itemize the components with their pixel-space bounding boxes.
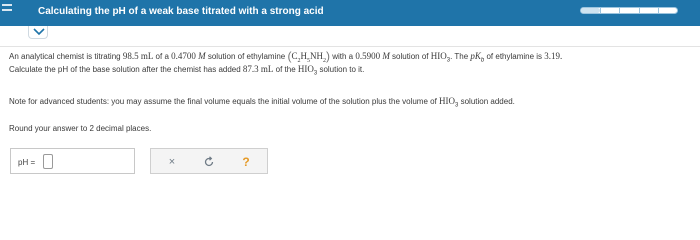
rounding-instruction: Round your answer to 2 decimal places. bbox=[9, 124, 152, 133]
progress-segment bbox=[600, 8, 601, 13]
ph-label: pH = bbox=[18, 158, 36, 167]
undo-button[interactable] bbox=[198, 152, 220, 172]
ph-answer-input[interactable] bbox=[43, 154, 53, 169]
clear-button[interactable]: × bbox=[168, 156, 176, 168]
advanced-note: Note for advanced students: you may assume the final volume equals the initial volume of the solution plus the volume of $HIO_3$ solution added. bbox=[9, 96, 515, 109]
answer-area bbox=[10, 148, 135, 174]
progress-segment bbox=[619, 8, 620, 13]
ethylamine-formula: $C_2H_5NH_2$ bbox=[291, 51, 326, 64]
page-title: Calculating the pH of a weak base titrated with a strong acid bbox=[38, 6, 324, 17]
problem-statement-line: An analytical chemist is titrating 98.5 mL of a 0.4700 M solution of ethylamine $(C_2H_5NH_2)$ with a 0.5900 M solution of $HIO_3$. The $pK_b$ of ethylamine is 3.19. bbox=[9, 49, 563, 64]
undo-icon bbox=[203, 156, 215, 168]
problem-question-line: Calculate the pH of the base solution after the chemist has added 87.3 mL of the $HIO_3$ solution to it. bbox=[9, 64, 365, 77]
progress-segment bbox=[658, 8, 659, 13]
header-bar bbox=[0, 0, 700, 26]
answer-toolbar bbox=[150, 148, 268, 174]
collapse-button[interactable] bbox=[28, 26, 48, 39]
chevron-down-icon bbox=[33, 28, 45, 36]
menu-icon[interactable] bbox=[2, 4, 12, 14]
progress-segment bbox=[639, 8, 640, 13]
progress-fill bbox=[581, 8, 600, 13]
progress-bar bbox=[580, 7, 678, 14]
divider bbox=[0, 46, 700, 47]
help-button[interactable]: ? bbox=[242, 155, 250, 169]
